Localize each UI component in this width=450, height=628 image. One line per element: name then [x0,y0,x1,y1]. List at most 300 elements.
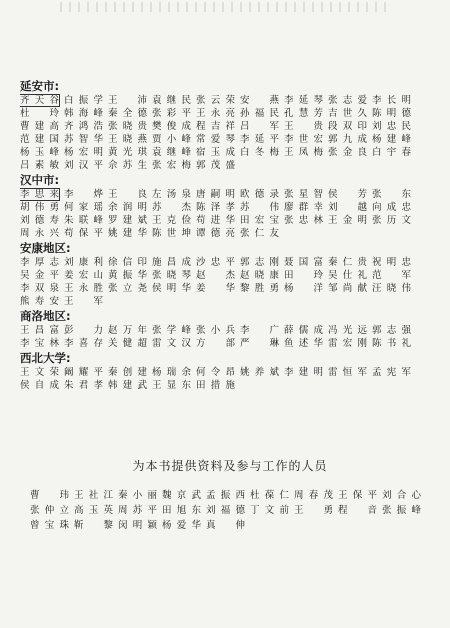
person-name [240,146,284,159]
person-name-text: 袁继峰 [152,147,191,158]
person-name [64,269,108,282]
person-name-text: 方 部 [196,338,235,349]
provider-name [382,520,426,532]
person-name [372,337,416,350]
person-name [284,337,328,350]
scan-artifact [60,2,390,12]
person-name [196,366,240,379]
person-name-text: 李喜存 [64,338,103,349]
person-name [328,269,372,282]
person-name-text: 田宏宝 [240,215,279,226]
person-name [284,379,328,392]
person-name-text: 常爱琴 [196,134,235,145]
person-name-text: 佘苏生 [108,160,147,171]
region-heading: 安康地区: [20,241,71,255]
person-name [64,282,108,295]
person-name [108,107,152,120]
name-row [20,337,440,350]
person-name-text: 熊寿安 [20,296,59,307]
person-name [196,269,240,282]
person-name [64,337,108,350]
person-name [20,227,64,240]
person-name-text: 胡伟勇 [20,202,59,213]
person-name-text: 郭茂盛 [196,160,235,171]
name-row [20,379,440,392]
person-name [372,133,416,146]
name-row [20,159,440,172]
person-name [372,188,416,201]
person-name [328,107,372,120]
provider-name: 周春茂 [294,490,333,501]
person-name [64,256,108,269]
person-name [328,94,372,107]
person-name [240,94,284,107]
person-name [20,295,64,308]
provider-name: 曾宝珠 [30,520,69,531]
person-name-text: 樊俊成 [152,121,191,132]
provider-name: 丁文前 [250,505,289,516]
person-name-text: 徐信印 [108,257,147,268]
person-name-text: 刘汉平 [64,160,103,171]
person-name [20,366,64,379]
person-name-text: 鱼述华 [284,338,323,349]
provider-row [30,520,430,532]
person-name [196,282,240,295]
person-name-text: 李 烨 [64,189,103,200]
person-name-text: 王文荣 [20,367,59,378]
person-name [240,214,284,227]
person-name [108,201,152,214]
name-row [20,94,440,107]
person-name [64,159,108,172]
person-name-text: 姜 华 [196,283,235,294]
provider-name: 靳 黎 [74,520,113,531]
person-name-text: 孟宪军 [372,367,411,378]
person-name [152,214,196,227]
person-name [372,201,416,214]
name-row [20,366,440,379]
person-name [20,379,64,392]
person-name-text: 李厚志 [20,257,59,268]
person-name [240,227,284,240]
name-row [20,133,440,146]
person-name-text: 张星智 [284,189,323,200]
person-name-text: 周永兴 [20,228,59,239]
name-row [20,282,440,295]
person-name-text: 赵万年 [108,325,147,336]
person-name [152,107,196,120]
person-name [108,366,152,379]
provider-name: 王 勇 [294,505,333,516]
person-name [64,107,108,120]
person-name-text: 雷恒军 [328,367,367,378]
person-name-text: 李思来 [20,189,59,200]
person-name [240,282,284,295]
region-section [20,310,440,350]
provider-name: 周苏平 [118,505,157,516]
person-name [328,337,372,350]
person-name [20,282,64,295]
person-name-text: 杨 洋 [284,283,323,294]
person-name-text: 袁继民 [152,95,191,106]
person-name-text: 秦仁贵 [328,257,367,268]
person-name-text: 范建国 [20,134,59,145]
person-name [108,133,152,146]
person-name-text: 陈明德 [372,108,411,119]
person-name [328,379,372,392]
region-section [20,80,440,172]
person-name-text: 黄振华 [108,270,147,281]
person-name-text: 邹尚献 [328,283,367,294]
person-name [64,133,108,146]
person-name-text: 田措施 [196,380,235,391]
person-name-text: 秦创建 [108,367,147,378]
person-name [20,256,64,269]
person-name [20,269,64,282]
person-name-text: 王永胜 [64,283,103,294]
person-name [108,120,152,133]
person-name-text: 李长明 [372,95,411,106]
person-name [328,282,372,295]
person-name-text: 王克俭 [152,215,191,226]
person-name-text: 薛儒成 [284,325,323,336]
person-name [240,201,284,214]
person-name-text: 张 东 [372,189,411,200]
person-name [328,188,372,201]
person-name-text: 聂国富 [284,257,323,268]
person-name [328,324,372,337]
person-name-text: 王显东 [152,380,191,391]
person-name [196,201,240,214]
person-name-text: 黎胜勇 [240,283,279,294]
name-row [20,269,440,282]
person-name-text: 王昌富 [20,325,59,336]
person-name [64,146,108,159]
person-name [108,337,152,350]
person-name [328,133,372,146]
person-name-text: 王 军 [64,296,103,307]
person-name-text: 姜宏山 [64,270,103,281]
person-name [152,282,196,295]
person-name-text: 宿玉成 [196,147,235,158]
provider-name: 杜葆仁 [250,490,289,501]
person-name-text: 孙福民 [240,108,279,119]
person-name-text: 李延琴 [284,95,323,106]
regional-contributors-list [20,80,440,394]
person-name-text: 赵晓康 [240,270,279,281]
person-name-text: 张小兵 [196,325,235,336]
person-name-text: 郭志强 [372,325,411,336]
person-name [196,337,240,350]
person-name [328,201,372,214]
person-name-text: 李 广 [240,325,279,336]
person-name [108,146,152,159]
person-name-text: 唐嗣明 [196,189,235,200]
provider-name [250,520,294,532]
person-name-text: 贾小峰 [152,134,191,145]
person-name-text: 白冬梅 [240,147,279,158]
person-name [20,324,64,337]
person-name-text: 罗建斌 [108,215,147,226]
person-name [64,214,108,227]
person-name [240,337,284,350]
person-name [152,94,196,107]
person-name [284,94,328,107]
person-name-text: 王晓燕 [108,134,147,145]
name-row [20,256,440,269]
person-name [20,214,64,227]
person-name-text: 苟保平 [64,228,103,239]
person-name [372,379,416,392]
person-name [372,120,416,133]
person-name-text: 左汤泉 [152,189,191,200]
person-name-text: 白宇春 [372,147,411,158]
person-name-text: 张晓琴 [152,270,191,281]
person-name [64,379,108,392]
person-name [240,295,284,308]
person-name [328,214,372,227]
person-name [196,227,240,240]
person-name-text: 段双印 [328,121,367,132]
person-name [108,269,152,282]
person-name [64,188,108,201]
person-name [240,256,284,269]
provider-name: 孟振西 [206,490,245,501]
person-name [196,107,240,120]
person-name [152,120,196,133]
person-name [152,133,196,146]
person-name [152,337,196,350]
person-name [152,159,196,172]
person-name-text: 苏 伟 [240,202,279,213]
person-name [372,282,416,295]
person-name [372,295,416,308]
provider-name: 曹 玮 [30,490,69,501]
person-name [64,227,108,240]
person-name [284,295,328,308]
person-name [196,256,240,269]
provider-name: 王社江 [74,490,113,501]
person-name-text: 吕 军 [240,121,279,132]
name-row [20,188,440,201]
person-name [196,214,240,227]
provider-name: 程 音 [338,505,377,516]
person-name [328,366,372,379]
provider-name: 杨爱华 [162,520,201,531]
person-name-text: 田 玲 [284,270,323,281]
person-name [108,282,152,295]
person-name [284,133,328,146]
provider-name: 刘合心 [382,490,421,501]
person-name-text: 施昌成 [152,257,191,268]
name-row [20,324,440,337]
person-name [372,107,416,120]
person-name [64,120,108,133]
person-name [372,256,416,269]
person-name [372,94,416,107]
person-name-text: 李宝林 [20,338,59,349]
person-name-text: 欧德录 [240,189,279,200]
person-name [152,366,196,379]
person-name [152,269,196,282]
person-name-text: 秦全德 [108,108,147,119]
person-name-text: 张云荣 [196,95,235,106]
provider-row [30,505,430,517]
person-name-text: 齐鸿浩 [64,121,103,132]
person-name-text: 苟进华 [196,215,235,226]
person-name-text: 郭志刚 [240,257,279,268]
person-name [328,227,372,240]
person-name [196,94,240,107]
person-name-text: 刘德寿 [20,215,59,226]
person-name [240,366,284,379]
person-name [284,227,328,240]
person-name-text: 陈世坤 [152,228,191,239]
person-name [372,146,416,159]
person-name-text: 阚耀平 [64,367,103,378]
person-name-text: 王凤梅 [284,147,323,158]
person-name [108,379,152,392]
person-name [152,227,196,240]
person-name-text: 安 燕 [240,95,279,106]
provider-name: 刘福德 [206,505,245,516]
person-name-text: 王 沛 [108,95,147,106]
person-name-text: 张立尧 [108,283,147,294]
person-name [240,133,284,146]
person-name-text: 张仁友 [240,228,279,239]
person-name [284,120,328,133]
person-name [152,256,196,269]
person-name [328,159,372,172]
person-name-text: 侯 芳 [328,189,367,200]
person-name-text: 陈泽孝 [196,202,235,213]
name-row [20,120,440,133]
person-name-text: 何家瑶 [64,202,103,213]
person-name-text: 杨建峰 [372,134,411,145]
person-name-text: 曹建高 [20,121,59,132]
person-name-text: 姚建华 [108,228,147,239]
name-row [20,295,440,308]
person-name-text: 黄光琪 [108,147,147,158]
person-name-text: 杨玉峰 [20,147,59,158]
person-name [240,188,284,201]
person-name [196,295,240,308]
person-name [196,324,240,337]
person-name-text: 郭九成 [328,134,367,145]
provider-name: 真 伸 [206,520,245,531]
person-name [284,366,328,379]
person-name [284,201,328,214]
person-name [64,94,108,107]
person-name-text: 姚养斌 [240,367,279,378]
person-name [284,159,328,172]
person-name [196,120,240,133]
person-name [328,295,372,308]
person-name-text: 张学峰 [152,325,191,336]
person-name-text: 李双泉 [20,283,59,294]
person-name [284,214,328,227]
person-name-text: 刘 越 [328,202,367,213]
person-name [152,324,196,337]
person-name [20,146,64,159]
person-name-text: 苏智华 [64,134,103,145]
region-heading: 延安市: [20,79,60,93]
region-section [20,242,440,308]
providers-list [30,490,430,532]
person-name-text: 张金良 [328,147,367,158]
person-name [64,295,108,308]
person-name-text: 张忠林 [284,215,323,226]
provider-name: 王保平 [338,490,377,501]
providers-title: 为本书提供资料及参与工作的人员 [132,459,328,473]
provider-name: 田旭东 [162,505,201,516]
person-name [284,324,328,337]
person-name [20,201,64,214]
person-name [108,94,152,107]
person-name [372,269,416,282]
person-name [372,227,416,240]
provider-name: 魏京武 [162,490,201,501]
person-name [328,256,372,269]
region-heading: 商洛地区: [20,309,71,323]
person-name-text: 何令昂 [196,367,235,378]
person-name-text: 张晓贵 [108,121,147,132]
person-name [196,159,240,172]
person-name-text: 刘康利 [64,257,103,268]
person-name [328,120,372,133]
providers-section [30,458,430,535]
name-row [20,214,440,227]
person-name [240,107,284,120]
person-name-text: 韩海峰 [64,108,103,119]
person-name [240,269,284,282]
person-name-text: 雷宏刚 [328,338,367,349]
person-name [372,366,416,379]
person-name-text: 吴仕礼 [328,270,367,281]
region-heading: 汉中市: [20,173,60,187]
person-name [20,120,64,133]
provider-name: 秦小丽 [118,490,157,501]
person-name-text: 刘忠民 [372,121,411,132]
person-name [196,188,240,201]
person-name-text: 杨宏明 [64,147,103,158]
person-name-text: 赵 杰 [196,270,235,281]
person-name-text: 王永亮 [196,108,235,119]
person-name [152,188,196,201]
provider-name: 张振峰 [382,505,421,516]
person-name [64,324,108,337]
provider-name: 张仲立 [30,505,69,516]
person-name [240,159,284,172]
person-name-text: 严 琳 [240,338,279,349]
person-name [240,379,284,392]
person-name [108,295,152,308]
person-name-text: 白振学 [64,95,103,106]
person-name [196,146,240,159]
person-name [328,146,372,159]
person-name [108,188,152,201]
provider-name [294,520,338,532]
person-name [108,227,152,240]
person-name-text: 杨瑞余 [152,367,191,378]
person-name-text: 侯明华 [152,283,191,294]
person-name [284,146,328,159]
person-name-text: 向成忠 [372,202,411,213]
person-name [108,214,152,227]
person-name-text: 沙忠平 [196,257,235,268]
person-name [108,324,152,337]
person-name [372,159,416,172]
